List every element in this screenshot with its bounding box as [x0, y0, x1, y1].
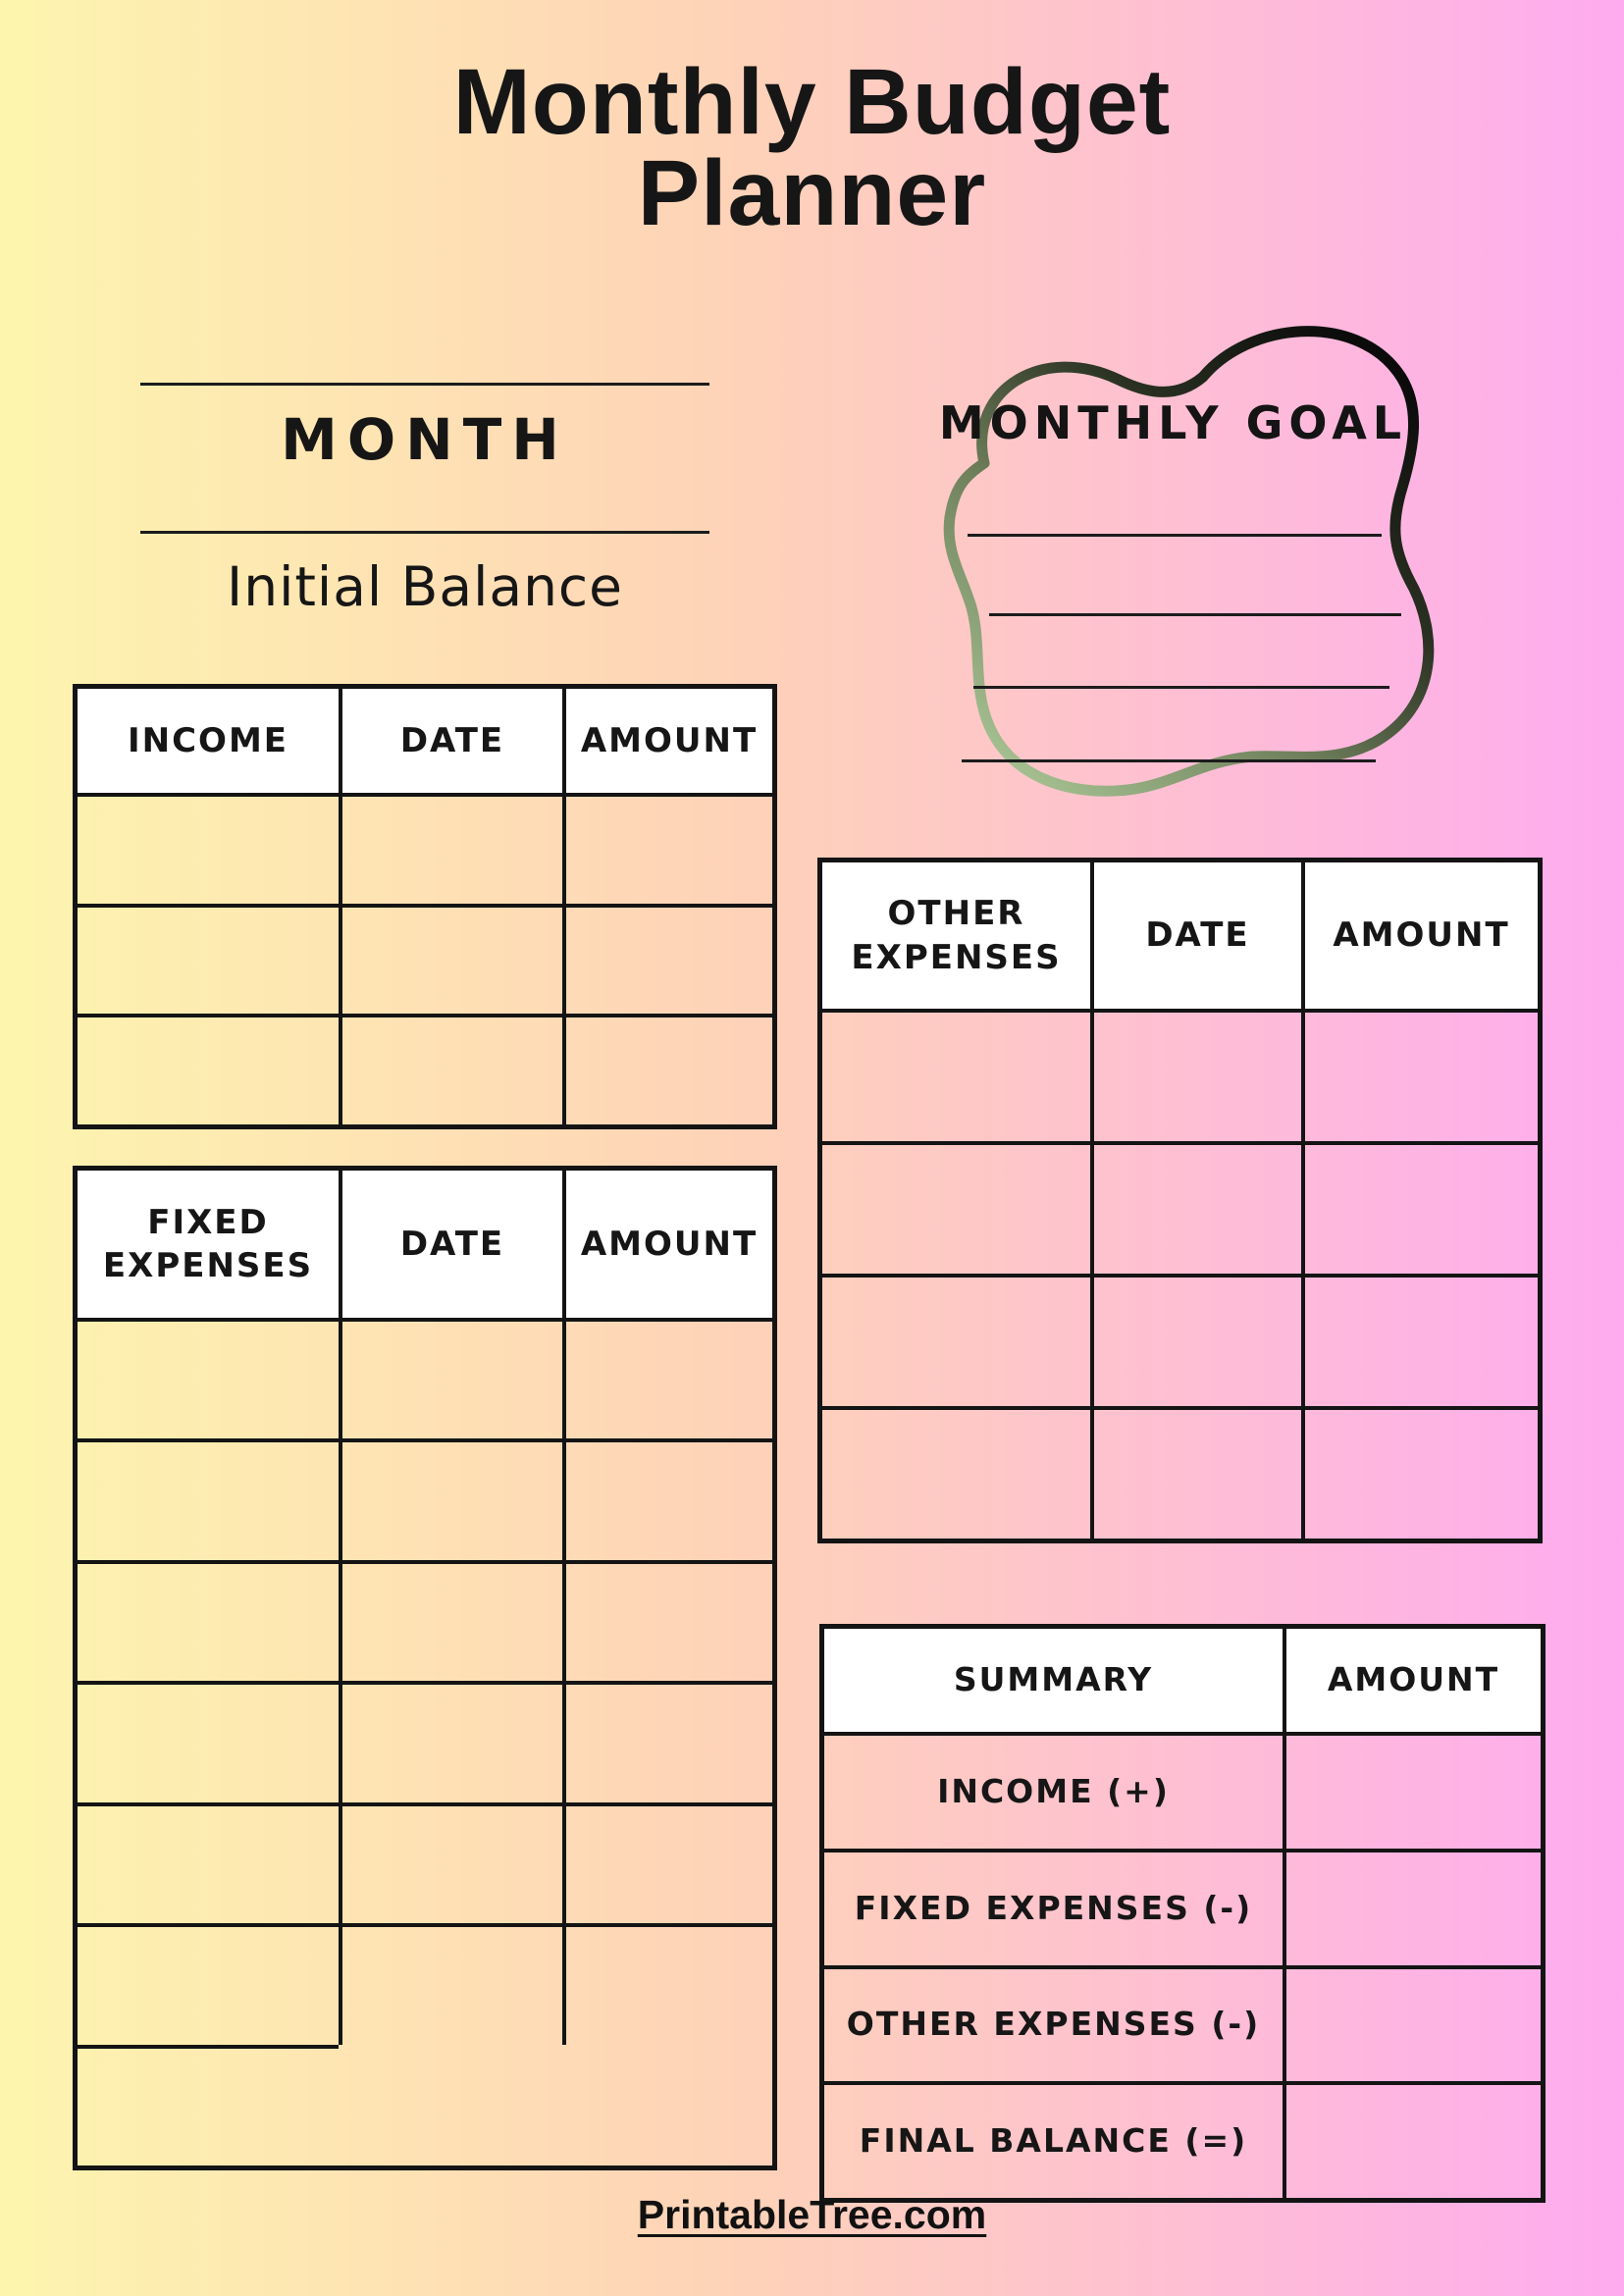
table-cell	[822, 1274, 1090, 1406]
table-cell	[1301, 1274, 1538, 1406]
table-cell	[78, 1802, 339, 1923]
amount-header-cell: AMOUNT	[562, 1171, 772, 1318]
income-table	[73, 684, 777, 1129]
other-expenses-header-cell: OTHER EXPENSES	[822, 862, 1090, 1009]
table-cell	[78, 904, 339, 1015]
table-cell	[822, 1141, 1090, 1274]
date-header-cell: DATE	[339, 689, 562, 793]
table-cell	[1090, 1406, 1301, 1539]
table-cell	[339, 904, 562, 1015]
goal-write-line	[962, 759, 1376, 762]
table-cell	[78, 2045, 339, 2166]
table-cell	[822, 1406, 1090, 1539]
summary-table	[819, 1624, 1545, 2203]
monthly-goal-title: MONTHLY GOAL	[938, 396, 1408, 449]
fixed-expenses-header-cell: FIXED EXPENSES	[78, 1171, 339, 1318]
page-title	[0, 50, 1624, 246]
footer	[0, 2192, 1624, 2238]
month-label: MONTH	[281, 406, 569, 473]
table-cell	[339, 1923, 562, 2044]
table-cell	[1283, 2081, 1541, 2198]
table-cell	[1283, 1732, 1541, 1849]
goal-write-line	[968, 534, 1382, 537]
table-cell	[78, 1560, 339, 1681]
other-expenses-table	[817, 858, 1543, 1543]
table-cell	[1090, 1009, 1301, 1141]
table-cell	[1301, 1009, 1538, 1141]
table-cell	[1090, 1141, 1301, 1274]
amount-header-cell: AMOUNT	[562, 689, 772, 793]
summary-row-label: OTHER EXPENSES (-)	[824, 1965, 1283, 2082]
table-cell	[562, 1923, 772, 2044]
table-cell	[562, 1438, 772, 1559]
table-cell	[562, 1560, 772, 1681]
income-header-cell: INCOME	[78, 689, 339, 793]
table-cell	[1301, 1406, 1538, 1539]
date-header-cell: DATE	[339, 1171, 562, 1318]
table-cell	[562, 1318, 772, 1438]
summary-row-label: FINAL BALANCE (=)	[824, 2081, 1283, 2198]
table-cell	[339, 1681, 562, 1801]
table-cell	[78, 1014, 339, 1124]
table-cell	[78, 793, 339, 904]
monthly-goal-panel	[871, 287, 1475, 836]
table-cell	[339, 1802, 562, 1923]
table-cell	[78, 1318, 339, 1438]
table-cell	[562, 1681, 772, 1801]
amount-header-cell: AMOUNT	[1283, 1629, 1541, 1732]
table-cell	[562, 793, 772, 904]
goal-write-line	[973, 686, 1389, 689]
table-cell	[1283, 1965, 1541, 2082]
month-write-line	[140, 383, 709, 386]
table-cell	[339, 1560, 562, 1681]
footer-site-link[interactable]: PrintableTree.com	[637, 2192, 987, 2237]
initial-balance-label: Initial Balance	[226, 555, 624, 618]
summary-row-label: FIXED EXPENSES (-)	[824, 1849, 1283, 1965]
table-cell	[562, 904, 772, 1015]
table-cell	[78, 1923, 339, 2044]
table-cell	[1301, 1141, 1538, 1274]
table-cell	[78, 1438, 339, 1559]
table-cell	[339, 1438, 562, 1559]
table-cell	[339, 1014, 562, 1124]
table-cell	[339, 793, 562, 904]
table-cell	[562, 1802, 772, 1923]
summary-header-cell: SUMMARY	[824, 1629, 1283, 1732]
initial-balance-write-line	[140, 531, 709, 534]
fixed-expenses-table	[73, 1166, 777, 2170]
page-title-line2: Planner	[637, 141, 987, 246]
amount-header-cell: AMOUNT	[1301, 862, 1538, 1009]
table-cell	[1283, 1849, 1541, 1965]
date-header-cell: DATE	[1090, 862, 1301, 1009]
table-cell	[822, 1009, 1090, 1141]
page-title-line1: Monthly Budget	[452, 50, 1172, 154]
table-cell	[78, 1681, 339, 1801]
goal-blob-outline-icon	[871, 287, 1475, 836]
table-cell	[1090, 1274, 1301, 1406]
table-cell	[562, 1014, 772, 1124]
summary-row-label: INCOME (+)	[824, 1732, 1283, 1849]
table-cell	[339, 1318, 562, 1438]
goal-write-line	[989, 613, 1401, 616]
